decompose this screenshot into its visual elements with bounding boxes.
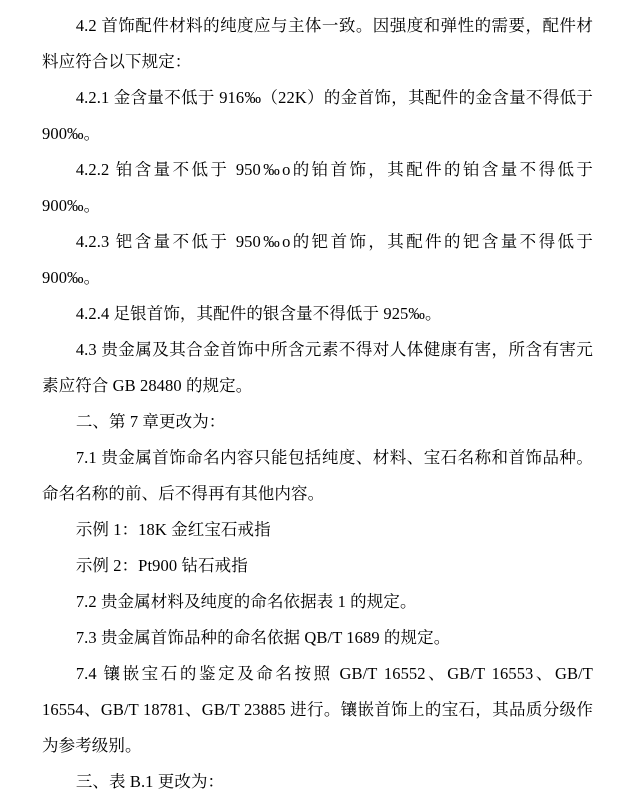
paragraph-4-3: 4.3 贵金属及其合金首饰中所含元素不得对人体健康有害，所含有害元素应符合 GB 28480 的规定。: [42, 340, 593, 395]
paragraph-example-1: 示例 1：18K 金红宝石戒指: [75, 520, 271, 539]
paragraph-section-two-heading: 二、第 7 章更改为：: [75, 412, 226, 431]
paragraph-example-2: 示例 2：Pt900 钻石戒指: [75, 556, 248, 575]
paragraph-4-2-3: 4.2.3 钯含量不低于 950‰o的钯首饰，其配件的钯含量不得低于 900‰。: [42, 232, 593, 287]
paragraph-4-2-2: 4.2.2 铂含量不低于 950‰o的铂首饰，其配件的铂含量不得低于 900‰。: [42, 160, 593, 215]
paragraph-7-3: 7.3 贵金属首饰品种的命名依据 QB/T 1689 的规定。: [75, 628, 451, 647]
paragraph-4-2-1: 4.2.1 金含量不低于 916‰（22K）的金首饰，其配件的金含量不得低于 900‰。: [42, 88, 593, 143]
paragraph-7-4: 7.4 镶嵌宝石的鉴定及命名按照 GB/T 16552、GB/T 16553、GB/T 16554、GB/T 18781、GB/T 23885 进行。镶嵌首饰上的宝石，其品质分级作为参考级别。: [42, 664, 593, 755]
paragraph-section-three-heading: 三、表 B.1 更改为：: [75, 772, 225, 791]
paragraph-4-2-4: 4.2.4 足银首饰，其配件的银含量不得低于 925‰。: [75, 304, 442, 323]
paragraph-7-2: 7.2 贵金属材料及纯度的命名依据表 1 的规定。: [75, 592, 417, 611]
paragraph-7-1: 7.1 贵金属首饰命名内容只能包括纯度、材料、宝石名称和首饰品种。命名名称的前、后不得再有其他内容。: [42, 448, 593, 503]
paragraph-4-2: 4.2 首饰配件材料的纯度应与主体一致。因强度和弹性的需要，配件材料应符合以下规定：: [42, 16, 593, 71]
